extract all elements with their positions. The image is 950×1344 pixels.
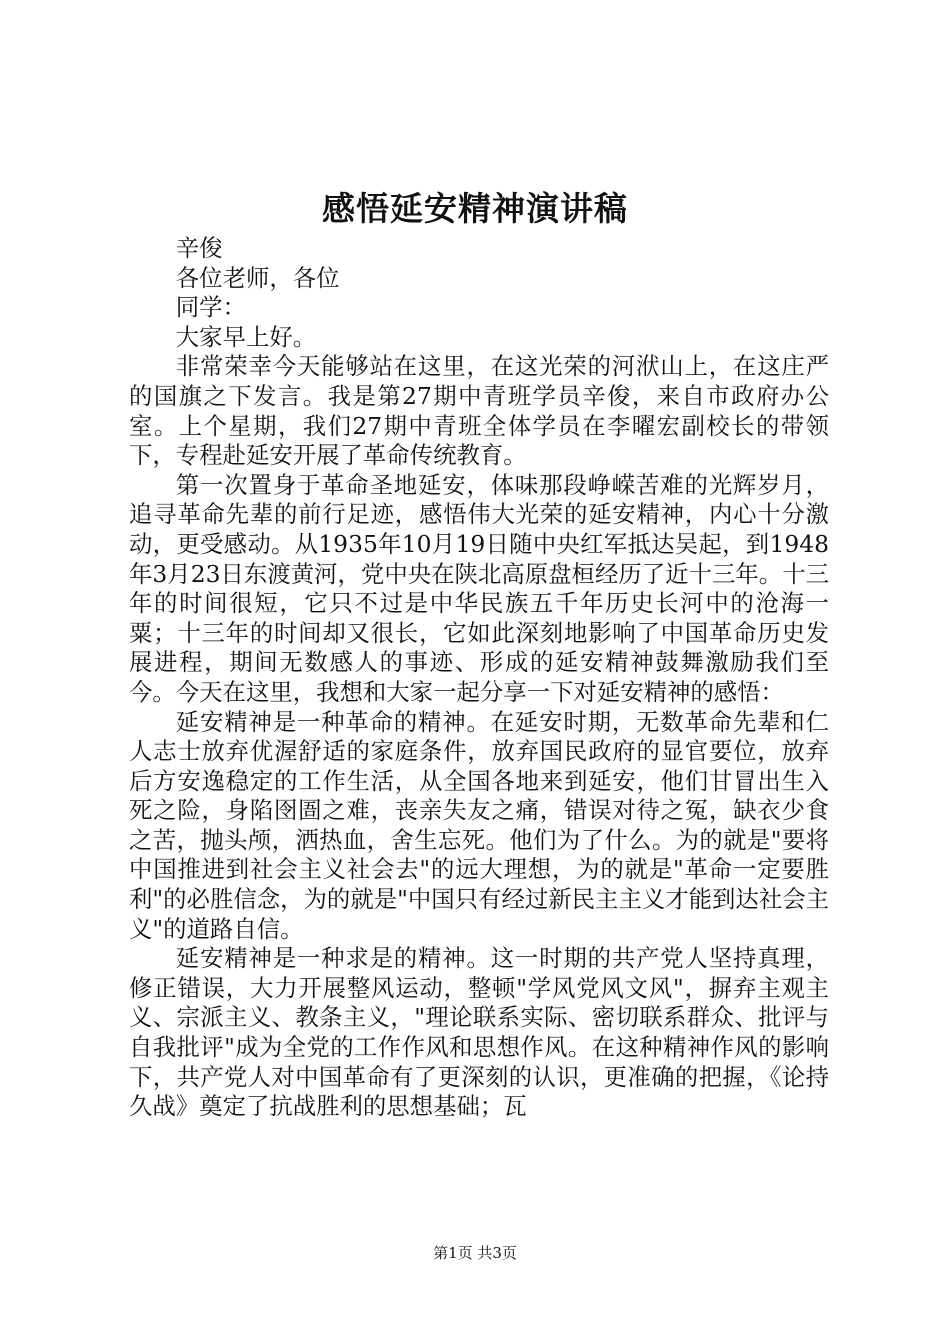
paragraph-1: 非常荣幸今天能够站在这里，在这光荣的河洑山上，在这庄严的国旗之下发言。我是第27期中青班学员辛俊，来自市政府办公室。上个星期，我们27期中青班全体学员在李曜宏副校长的带领下，专程赴延安开展了革命传统教育。 bbox=[129, 352, 829, 470]
greeting-line: 大家早上好。 bbox=[175, 322, 317, 351]
page-footer: 第1页 共3页 bbox=[433, 1244, 517, 1262]
paragraph-3: 延安精神是一种革命的精神。在延安时期，无数革命先辈和仁人志士放弃优渥舒适的家庭条件，放弃国民政府的显官要位，放弃后方安逸稳定的工作生活，从全国各地来到延安，他们甘冒出生入死之险，身陷囹圄之难，丧亲失友之痛，错误对待之冤，缺衣少食之苦，抛头颅，洒热血，舍生忘死。他们为了什么。为的就是"要将中国推进到社会主义社会去"的远大理想，为的就是"革命一定要胜利"的必胜信念，为的就是"中国只有经过新民主主义才能到达社会主义"的道路自信。 bbox=[129, 707, 829, 943]
paragraph-4: 延安精神是一种求是的精神。这一时期的共产党人坚持真理，修正错误，大力开展整风运动，整顿"学风党风文风"，摒弃主观主义、宗派主义、教条主义，"理论联系实际、密切联系群众、批评与自我批评"成为全党的工作作风和思想作风。在这种精神作风的影响下，共产党人对中国革命有了更深刻的认识，更准确的把握，《论持久战》奠定了抗战胜利的思想基础；瓦 bbox=[129, 944, 829, 1121]
paragraph-2: 第一次置身于革命圣地延安，体味那段峥嵘苦难的光辉岁月，追寻革命先辈的前行足迹，感悟伟大光荣的延安精神，内心十分激动，更受感动。从1935年10月19日随中央红军抵达吴起，到1948年3月23日东渡黄河，党中央在陕北高原盘桓经历了近十三年。十三年的时间很短，它只不过是中华民族五千年历史长河中的沧海一粟；十三年的时间却又很长，它如此深刻地影响了中国革命历史发展进程，期间无数感人的事迹、形成的延安精神鼓舞激励我们至今。今天在这里，我想和大家一起分享一下对延安精神的感悟： bbox=[129, 470, 829, 706]
salutation-line-1: 各位老师，各位 bbox=[175, 263, 340, 292]
document-body bbox=[129, 234, 829, 1122]
document-title: 感悟延安精神演讲稿 bbox=[322, 189, 628, 228]
salutation-line-2: 同学： bbox=[175, 293, 246, 322]
author-line: 辛俊 bbox=[175, 234, 223, 262]
